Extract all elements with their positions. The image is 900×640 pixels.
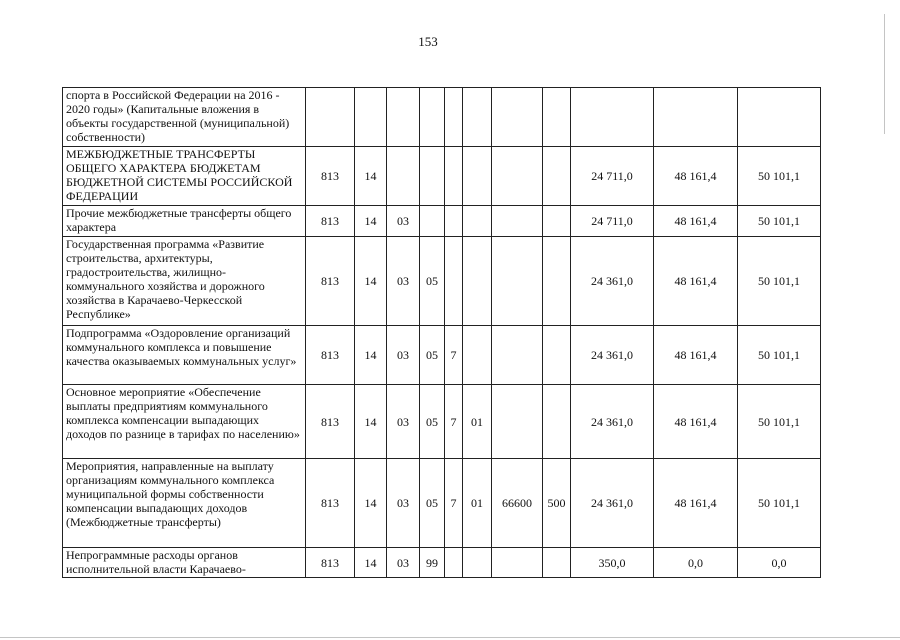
table-row xyxy=(63,548,821,578)
row-name: спорта в Российской Федерации на 2016 - 2020 годы» (Капитальные вложения в объекты государственной (муниципальной) собственности) xyxy=(63,88,306,147)
row-name: Мероприятия, направленные на выплату организациям коммунального комплекса муниципальной формы собственности компенсации выпадающих доходов (Межбюджетные трансферты) xyxy=(63,459,306,548)
cell-year2: 48 161,4 xyxy=(654,459,738,548)
cell-year2: 48 161,4 xyxy=(654,147,738,206)
cell-cs1 xyxy=(420,147,445,206)
budget-table xyxy=(62,87,821,578)
cell-year3: 0,0 xyxy=(738,548,821,578)
cell-cs4 xyxy=(492,548,543,578)
cell-year3: 50 101,1 xyxy=(738,206,821,237)
cell-cs2 xyxy=(445,548,463,578)
cell-cs1 xyxy=(420,206,445,237)
cell-cs4 xyxy=(492,237,543,326)
cell-cs2 xyxy=(445,206,463,237)
table-row xyxy=(63,206,821,237)
cell-cs2 xyxy=(445,147,463,206)
cell-year3: 50 101,1 xyxy=(738,385,821,459)
cell-cs3 xyxy=(463,237,492,326)
table-row xyxy=(63,237,821,326)
cell-year1: 24 361,0 xyxy=(571,459,654,548)
scan-edge-line-right xyxy=(884,14,885,134)
scan-edge-line-bottom xyxy=(0,637,900,638)
cell-cs1: 05 xyxy=(420,237,445,326)
cell-cs3 xyxy=(463,326,492,385)
cell-vr xyxy=(543,548,571,578)
cell-cs1: 99 xyxy=(420,548,445,578)
cell-year3: 50 101,1 xyxy=(738,326,821,385)
cell-ved: 813 xyxy=(306,548,355,578)
cell-year2 xyxy=(654,88,738,147)
cell-pr xyxy=(387,88,420,147)
cell-vr xyxy=(543,147,571,206)
cell-cs2: 7 xyxy=(445,459,463,548)
cell-year2: 48 161,4 xyxy=(654,385,738,459)
cell-vr xyxy=(543,206,571,237)
table-row xyxy=(63,88,821,147)
cell-vr xyxy=(543,88,571,147)
cell-pr: 03 xyxy=(387,548,420,578)
cell-rz: 14 xyxy=(355,206,387,237)
cell-ved: 813 xyxy=(306,237,355,326)
cell-rz: 14 xyxy=(355,459,387,548)
cell-year1: 350,0 xyxy=(571,548,654,578)
cell-ved: 813 xyxy=(306,385,355,459)
cell-cs3 xyxy=(463,548,492,578)
cell-rz: 14 xyxy=(355,385,387,459)
cell-vr xyxy=(543,385,571,459)
cell-year1: 24 361,0 xyxy=(571,237,654,326)
cell-rz: 14 xyxy=(355,326,387,385)
row-name: МЕЖБЮДЖЕТНЫЕ ТРАНСФЕРТЫ ОБЩЕГО ХАРАКТЕРА БЮДЖЕТАМ БЮДЖЕТНОЙ СИСТЕМЫ РОССИЙСКОЙ ФЕДЕРАЦИИ xyxy=(63,147,306,206)
cell-cs4 xyxy=(492,326,543,385)
cell-year2: 48 161,4 xyxy=(654,206,738,237)
table-row xyxy=(63,459,821,548)
cell-cs3 xyxy=(463,206,492,237)
cell-rz xyxy=(355,88,387,147)
cell-year1 xyxy=(571,88,654,147)
cell-cs3: 01 xyxy=(463,459,492,548)
cell-cs4 xyxy=(492,147,543,206)
cell-ved: 813 xyxy=(306,459,355,548)
row-name: Прочие межбюджетные трансферты общего характера xyxy=(63,206,306,237)
cell-year1: 24 361,0 xyxy=(571,326,654,385)
cell-cs2: 7 xyxy=(445,385,463,459)
page-number: 153 xyxy=(418,34,438,49)
cell-pr: 03 xyxy=(387,206,420,237)
cell-cs4 xyxy=(492,88,543,147)
cell-vr xyxy=(543,326,571,385)
row-name: Непрограммные расходы органов исполнительной власти Карачаево- xyxy=(63,548,306,578)
cell-ved: 813 xyxy=(306,326,355,385)
cell-year1: 24 711,0 xyxy=(571,147,654,206)
cell-year2: 48 161,4 xyxy=(654,237,738,326)
cell-cs3: 01 xyxy=(463,385,492,459)
cell-pr xyxy=(387,147,420,206)
cell-cs2: 7 xyxy=(445,326,463,385)
cell-cs1: 05 xyxy=(420,385,445,459)
table-row xyxy=(63,385,821,459)
row-name: Подпрограмма «Оздоровление организаций коммунального комплекса и повышение качества оказываемых коммунальных услуг» xyxy=(63,326,306,385)
cell-year1: 24 711,0 xyxy=(571,206,654,237)
row-name: Государственная программа «Развитие строительства, архитектуры, градостроительства, жилищно-коммунального хозяйства и дорожного хозяйства в Карачаево-Черкесской Республике» xyxy=(63,237,306,326)
cell-pr: 03 xyxy=(387,459,420,548)
table-row xyxy=(63,326,821,385)
cell-year2: 48 161,4 xyxy=(654,326,738,385)
cell-rz: 14 xyxy=(355,548,387,578)
cell-year3: 50 101,1 xyxy=(738,237,821,326)
cell-cs1: 05 xyxy=(420,326,445,385)
cell-cs2 xyxy=(445,237,463,326)
cell-cs4: 66600 xyxy=(492,459,543,548)
cell-pr: 03 xyxy=(387,385,420,459)
cell-year3 xyxy=(738,88,821,147)
cell-cs3 xyxy=(463,88,492,147)
cell-rz: 14 xyxy=(355,147,387,206)
cell-year3: 50 101,1 xyxy=(738,147,821,206)
cell-ved xyxy=(306,88,355,147)
cell-year1: 24 361,0 xyxy=(571,385,654,459)
cell-cs1: 05 xyxy=(420,459,445,548)
cell-cs3 xyxy=(463,147,492,206)
table-row xyxy=(63,147,821,206)
cell-cs4 xyxy=(492,385,543,459)
cell-vr xyxy=(543,237,571,326)
cell-ved: 813 xyxy=(306,147,355,206)
cell-cs2 xyxy=(445,88,463,147)
cell-cs1 xyxy=(420,88,445,147)
cell-year3: 50 101,1 xyxy=(738,459,821,548)
cell-cs4 xyxy=(492,206,543,237)
cell-rz: 14 xyxy=(355,237,387,326)
row-name: Основное мероприятие «Обеспечение выплаты предприятиям коммунального комплекса компенсации выпадающих доходов по разнице в тарифах по населению» xyxy=(63,385,306,459)
cell-vr: 500 xyxy=(543,459,571,548)
cell-ved: 813 xyxy=(306,206,355,237)
budget-table-body xyxy=(63,88,821,578)
cell-year2: 0,0 xyxy=(654,548,738,578)
cell-pr: 03 xyxy=(387,326,420,385)
cell-pr: 03 xyxy=(387,237,420,326)
